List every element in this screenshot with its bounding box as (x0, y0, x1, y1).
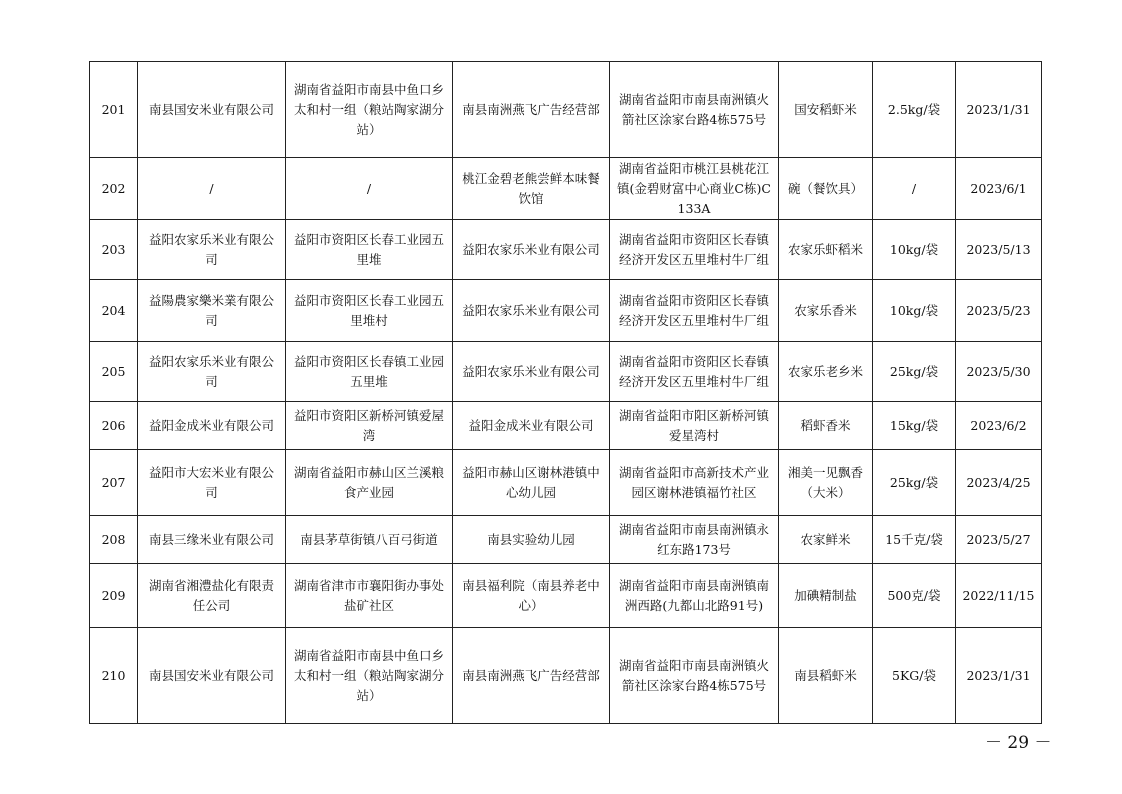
cell-spec: 15kg/袋 (873, 402, 956, 450)
cell-product: 农家乐老乡米 (779, 342, 873, 402)
sampling-table (89, 61, 1042, 724)
cell-seller-address: 湖南省益阳市资阳区长春镇经济开发区五里堆村牛厂组 (610, 342, 779, 402)
cell-spec: 5KG/袋 (873, 628, 956, 724)
cell-no: 207 (90, 450, 138, 516)
cell-date: 2023/1/31 (956, 62, 1042, 158)
cell-seller-address: 湖南省益阳市资阳区长春镇经济开发区五里堆村牛厂组 (610, 220, 779, 280)
cell-producer-address: 湖南省津市市襄阳街办事处盐矿社区 (286, 564, 453, 628)
cell-seller: 益阳农家乐米业有限公司 (453, 280, 610, 342)
cell-seller-address: 湖南省益阳市南县南洲镇永红东路173号 (610, 516, 779, 564)
cell-spec: 25kg/袋 (873, 342, 956, 402)
cell-no: 205 (90, 342, 138, 402)
cell-spec: 15千克/袋 (873, 516, 956, 564)
cell-producer-address: 南县茅草街镇八百弓街道 (286, 516, 453, 564)
cell-product: 农家乐香米 (779, 280, 873, 342)
table-row (90, 62, 1042, 158)
cell-producer: 南县国安米业有限公司 (138, 628, 286, 724)
cell-product: 南县稻虾米 (779, 628, 873, 724)
cell-producer: 益阳农家乐米业有限公司 (138, 220, 286, 280)
cell-product: 碗（餐饮具） (779, 158, 873, 220)
cell-spec: 10kg/袋 (873, 280, 956, 342)
page-number: － 29 － (985, 733, 1052, 753)
table-row (90, 450, 1042, 516)
cell-seller-address: 湖南省益阳市阳区新桥河镇爱星湾村 (610, 402, 779, 450)
cell-seller-address: 湖南省益阳市南县南洲镇火箭社区涂家台路4栋575号 (610, 628, 779, 724)
cell-producer: / (138, 158, 286, 220)
cell-producer-address: 益阳市资阳区长春镇工业园五里堆 (286, 342, 453, 402)
table-row (90, 280, 1042, 342)
cell-date: 2023/6/2 (956, 402, 1042, 450)
cell-producer: 益阳金成米业有限公司 (138, 402, 286, 450)
cell-producer-address: 益阳市资阳区长春工业园五里堆村 (286, 280, 453, 342)
table-row (90, 158, 1042, 220)
cell-no: 202 (90, 158, 138, 220)
cell-product: 农家乐虾稻米 (779, 220, 873, 280)
cell-no: 206 (90, 402, 138, 450)
cell-producer-address: 湖南省益阳市南县中鱼口乡太和村一组（粮站陶家湖分站） (286, 628, 453, 724)
cell-no: 209 (90, 564, 138, 628)
cell-producer: 湖南省湘澧盐化有限责任公司 (138, 564, 286, 628)
cell-producer-address: 湖南省益阳市南县中鱼口乡太和村一组（粮站陶家湖分站） (286, 62, 453, 158)
cell-date: 2023/5/23 (956, 280, 1042, 342)
cell-producer-address: 益阳市资阳区长春工业园五里堆 (286, 220, 453, 280)
cell-spec: 2.5kg/袋 (873, 62, 956, 158)
cell-seller: 南县南洲燕飞广告经营部 (453, 628, 610, 724)
cell-seller-address: 湖南省益阳市南县南洲镇火箭社区涂家台路4栋575号 (610, 62, 779, 158)
cell-seller: 益阳农家乐米业有限公司 (453, 220, 610, 280)
cell-seller: 南县实验幼儿园 (453, 516, 610, 564)
cell-date: 2023/5/27 (956, 516, 1042, 564)
cell-spec: 25kg/袋 (873, 450, 956, 516)
cell-spec: 500克/袋 (873, 564, 956, 628)
cell-product: 稻虾香米 (779, 402, 873, 450)
cell-product: 湘美一见飘香（大米） (779, 450, 873, 516)
cell-date: 2023/4/25 (956, 450, 1042, 516)
cell-date: 2023/1/31 (956, 628, 1042, 724)
cell-no: 201 (90, 62, 138, 158)
table-row (90, 516, 1042, 564)
cell-seller: 益阳市赫山区谢林港镇中心幼儿园 (453, 450, 610, 516)
cell-date: 2023/5/13 (956, 220, 1042, 280)
cell-no: 204 (90, 280, 138, 342)
cell-seller: 益阳金成米业有限公司 (453, 402, 610, 450)
cell-producer: 益陽農家樂米業有限公司 (138, 280, 286, 342)
cell-no: 210 (90, 628, 138, 724)
cell-seller: 南县福利院（南县养老中心） (453, 564, 610, 628)
cell-no: 208 (90, 516, 138, 564)
table-row (90, 402, 1042, 450)
cell-producer-address: 湖南省益阳市赫山区兰溪粮食产业园 (286, 450, 453, 516)
table-row (90, 220, 1042, 280)
cell-producer-address: 益阳市资阳区新桥河镇爱屋湾 (286, 402, 453, 450)
cell-seller: 南县南洲燕飞广告经营部 (453, 62, 610, 158)
cell-product: 加碘精制盐 (779, 564, 873, 628)
cell-product: 国安稻虾米 (779, 62, 873, 158)
cell-spec: 10kg/袋 (873, 220, 956, 280)
cell-date: 2023/5/30 (956, 342, 1042, 402)
cell-seller-address: 湖南省益阳市高新技术产业园区谢林港镇福竹社区 (610, 450, 779, 516)
cell-producer-address: / (286, 158, 453, 220)
cell-date: 2023/6/1 (956, 158, 1042, 220)
cell-no: 203 (90, 220, 138, 280)
cell-producer: 益阳农家乐米业有限公司 (138, 342, 286, 402)
cell-product: 农家鲜米 (779, 516, 873, 564)
cell-producer: 益阳市大宏米业有限公司 (138, 450, 286, 516)
table-row (90, 628, 1042, 724)
cell-seller-address: 湖南省益阳市资阳区长春镇经济开发区五里堆村牛厂组 (610, 280, 779, 342)
cell-seller: 桃江金碧老熊尝鲜本味餐饮馆 (453, 158, 610, 220)
cell-producer: 南县三缘米业有限公司 (138, 516, 286, 564)
table-row (90, 564, 1042, 628)
cell-seller: 益阳农家乐米业有限公司 (453, 342, 610, 402)
cell-date: 2022/11/15 (956, 564, 1042, 628)
table-row (90, 342, 1042, 402)
cell-seller-address: 湖南省益阳市南县南洲镇南洲西路(九都山北路91号) (610, 564, 779, 628)
cell-producer: 南县国安米业有限公司 (138, 62, 286, 158)
cell-spec: / (873, 158, 956, 220)
cell-seller-address: 湖南省益阳市桃江县桃花江镇(金碧财富中心商业C栋)C133A (610, 158, 779, 220)
